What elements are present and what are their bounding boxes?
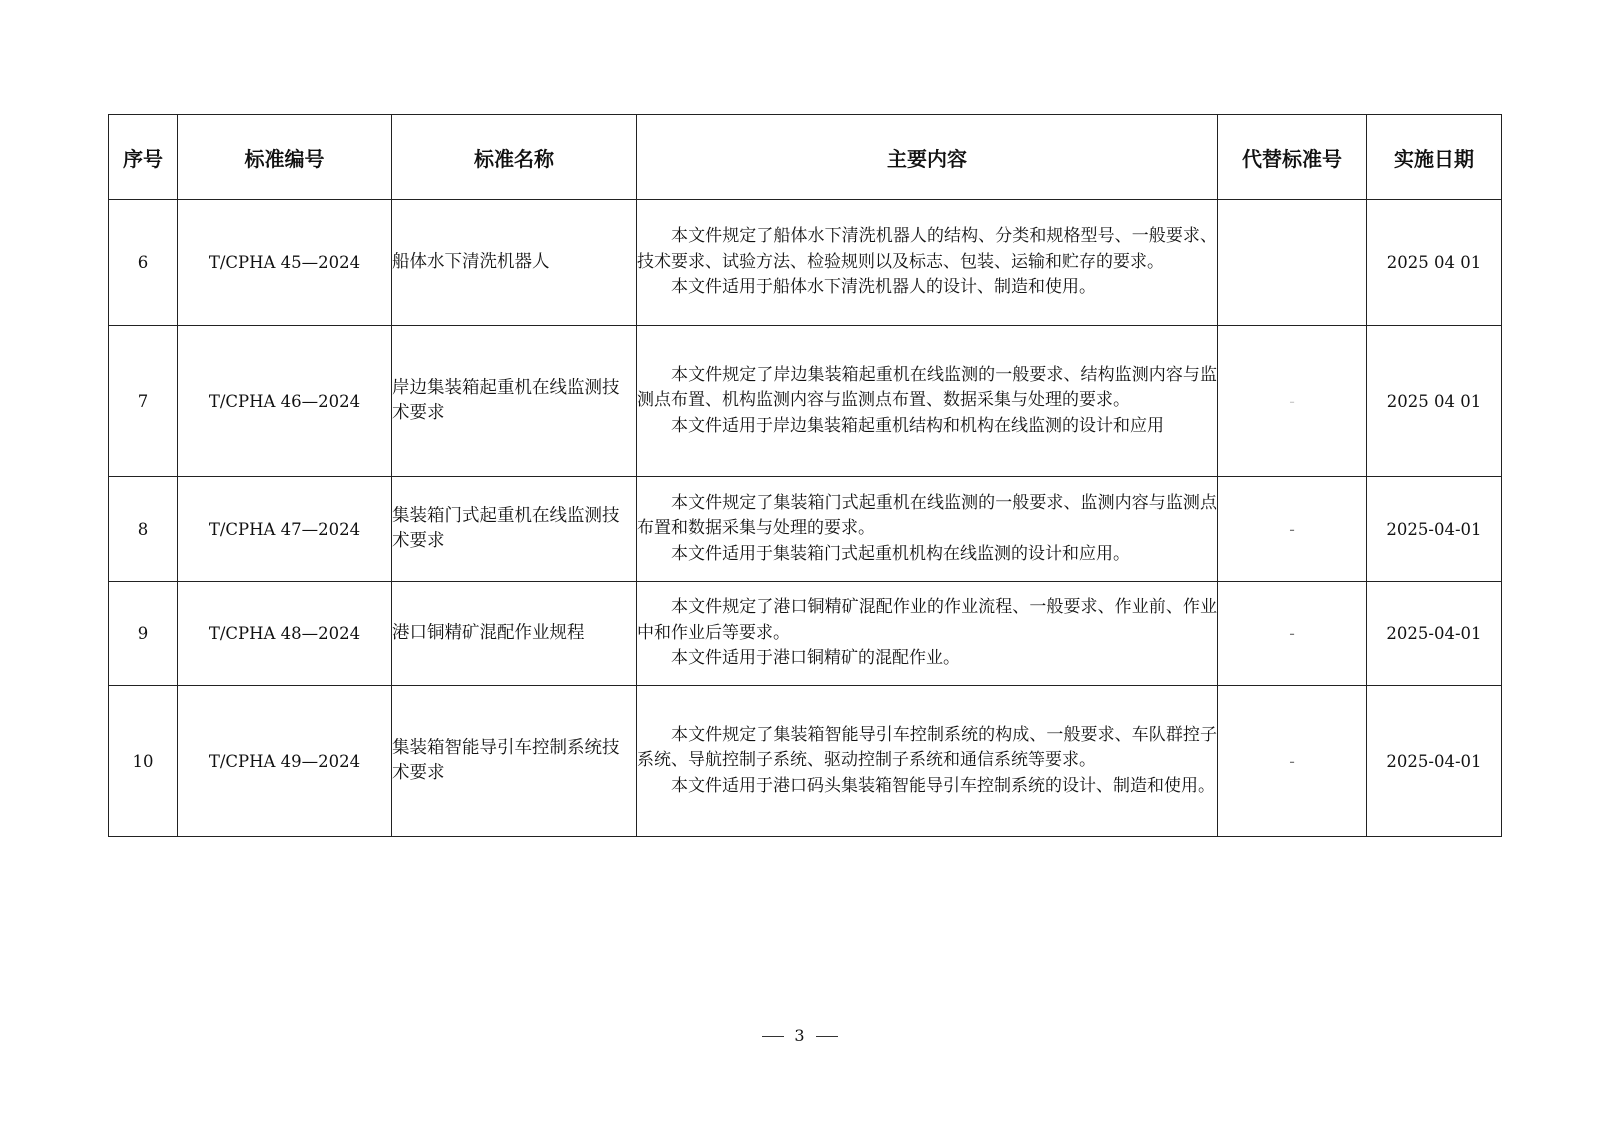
cell-code: T/CPHA 47—2024 <box>178 477 392 582</box>
content-applicability: 本文件适用于港口码头集装箱智能导引车控制系统的设计、制造和使用。 <box>671 775 1215 796</box>
page-number: 3 <box>794 1026 806 1045</box>
table-row <box>109 326 1502 477</box>
content-scope: 本文件规定了集装箱智能导引车控制系统的构成、一般要求、车队群控子系统、导航控制子系统、驱动控制子系统和通信系统等要求。 <box>637 724 1217 771</box>
cell-replace <box>1218 200 1367 326</box>
content-applicability: 本文件适用于集装箱门式起重机机构在线监测的设计和应用。 <box>671 543 1130 564</box>
table-row <box>109 686 1502 837</box>
cell-code: T/CPHA 45—2024 <box>178 200 392 326</box>
cell-replace: - <box>1218 686 1367 837</box>
cell-code: T/CPHA 46—2024 <box>178 326 392 477</box>
header-code: 标准编号 <box>178 115 392 200</box>
table-row <box>109 200 1502 326</box>
cell-name: 集装箱门式起重机在线监测技术要求 <box>392 477 637 582</box>
cell-replace: - <box>1218 326 1367 477</box>
cell-date: 2025 04 01 <box>1367 200 1502 326</box>
cell-content <box>637 200 1218 326</box>
header-seq: 序号 <box>109 115 178 200</box>
cell-seq: 7 <box>109 326 178 477</box>
content-applicability: 本文件适用于岸边集装箱起重机结构和机构在线监测的设计和应用 <box>671 415 1164 436</box>
cell-content <box>637 326 1218 477</box>
cell-name: 船体水下清洗机器人 <box>392 200 637 326</box>
content-scope: 本文件规定了港口铜精矿混配作业的作业流程、一般要求、作业前、作业中和作业后等要求。 <box>637 597 1217 643</box>
cell-date: 2025-04-01 <box>1367 582 1502 686</box>
header-date: 实施日期 <box>1367 115 1502 200</box>
page-footer <box>0 1026 1600 1045</box>
cell-name: 港口铜精矿混配作业规程 <box>392 582 637 686</box>
cell-name: 集装箱智能导引车控制系统技术要求 <box>392 686 637 837</box>
cell-content <box>637 477 1218 582</box>
content-applicability: 本文件适用于港口铜精矿的混配作业。 <box>671 648 960 669</box>
cell-seq: 8 <box>109 477 178 582</box>
cell-content <box>637 686 1218 837</box>
footer-dash-right <box>816 1036 838 1037</box>
cell-seq: 6 <box>109 200 178 326</box>
cell-code: T/CPHA 49—2024 <box>178 686 392 837</box>
header-name: 标准名称 <box>392 115 637 200</box>
cell-date: 2025 04 01 <box>1367 326 1502 477</box>
content-applicability: 本文件适用于船体水下清洗机器人的设计、制造和使用。 <box>671 277 1096 298</box>
cell-replace: - <box>1218 477 1367 582</box>
cell-seq: 9 <box>109 582 178 686</box>
table-row <box>109 582 1502 686</box>
header-replace: 代替标准号 <box>1218 115 1367 200</box>
cell-date: 2025-04-01 <box>1367 686 1502 837</box>
standards-table <box>108 114 1502 837</box>
content-scope: 本文件规定了船体水下清洗机器人的结构、分类和规格型号、一般要求、技术要求、试验方法、检验规则以及标志、包装、运输和贮存的要求。 <box>637 226 1217 272</box>
cell-code: T/CPHA 48—2024 <box>178 582 392 686</box>
footer-dash-left <box>762 1036 784 1037</box>
content-scope: 本文件规定了集装箱门式起重机在线监测的一般要求、监测内容与监测点布置和数据采集与处理的要求。 <box>637 492 1217 539</box>
table-row <box>109 477 1502 582</box>
content-scope: 本文件规定了岸边集装箱起重机在线监测的一般要求、结构监测内容与监测点布置、机构监测内容与监测点布置、数据采集与处理的要求。 <box>637 364 1217 411</box>
cell-date: 2025-04-01 <box>1367 477 1502 582</box>
header-content: 主要内容 <box>637 115 1218 200</box>
cell-seq: 10 <box>109 686 178 837</box>
cell-name: 岸边集装箱起重机在线监测技术要求 <box>392 326 637 477</box>
cell-content <box>637 582 1218 686</box>
table-header-row <box>109 115 1502 200</box>
cell-replace: - <box>1218 582 1367 686</box>
